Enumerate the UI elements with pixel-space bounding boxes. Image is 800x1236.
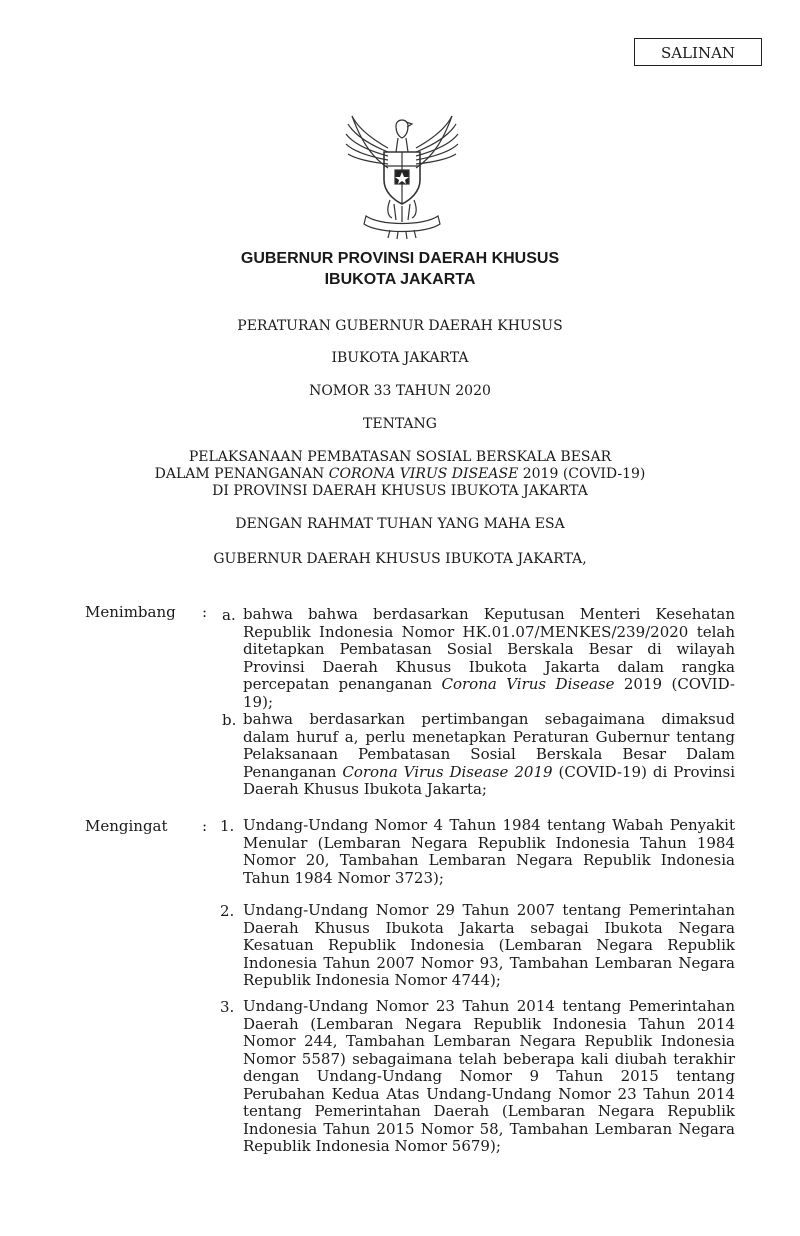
regulation-title-line1: PERATURAN GUBERNUR DAERAH KHUSUS	[237, 318, 563, 334]
menimbang-item-text	[243, 711, 735, 799]
subject-line2-italic: CORONA VIRUS DISEASE	[328, 466, 519, 482]
garuda-emblem-icon	[340, 108, 464, 240]
regulation-title-line2: IBUKOTA JAKARTA	[331, 350, 469, 366]
menimbang-item-text	[243, 606, 735, 711]
menimbang-item-marker: a.	[222, 606, 236, 624]
mengingat-item-marker: 3.	[220, 998, 235, 1016]
menimbang-item-marker: b.	[222, 711, 237, 729]
menimbang-b-italic: Corona Virus Disease 2019	[342, 762, 553, 781]
mengingat-item-text: Undang-Undang Nomor 4 Tahun 1984 tentang Wabah Penyakit Menular (Lembaran Negara Republik Indonesia Tahun 1984 Nomor 20, Tambahan Lembaran Negara Republik Indonesia Tahun 1984 Nomor 3723);	[243, 816, 735, 887]
menimbang-b-text: bahwa berdasarkan pertimbangan sebagaimana dimaksud dalam huruf a, perlu menetapkan Peraturan Gubernur tentang Pelaksanaan Pembatasan Sosial Berskala Besar Dalam Penanganan	[243, 710, 735, 781]
subject-line2-prefix: DALAM PENANGANAN	[154, 466, 329, 482]
salinan-stamp: SALINAN	[634, 38, 762, 66]
menimbang-colon: :	[202, 603, 208, 621]
regulation-number: NOMOR 33 TAHUN 2020	[309, 383, 491, 399]
regulation-about: TENTANG	[363, 416, 437, 432]
mengingat-colon: :	[202, 817, 208, 835]
issuer-title-line2: IBUKOTA JAKARTA	[324, 271, 476, 288]
menimbang-a-italic: Corona Virus Disease	[441, 675, 615, 693]
menimbang-a-text: bahwa bahwa berdasarkan Keputusan Menteri Kesehatan Republik Indonesia Nomor HK.01.07/MENKES/239/2020 telah ditetapkan Pembatasan Sosial Berskala Besar di wilayah Provinsi Daerah Khusus Ibukota Jakarta dalam rangka percepatan penanganan	[243, 605, 735, 693]
mengingat-item-text: Undang-Undang Nomor 23 Tahun 2014 tentang Pemerintahan Daerah (Lembaran Negara Republik Indonesia Tahun 2014 Nomor 244, Tambahan Lembaran Negara Republik Indonesia Nomor 5587) sebagaimana telah beberapa kali diubah terakhir dengan Undang-Undang Nomor 9 Tahun 2015 tentang Perubahan Kedua Atas Undang-Undang Nomor 23 Tahun 2014 tentang Pemerintahan Daerah (Lembaran Negara Republik Indonesia Tahun 2015 Nomor 58, Tambahan Lembaran Negara Republik Indonesia Nomor 5679);	[243, 997, 735, 1155]
issuer-title-line1: GUBERNUR PROVINSI DAERAH KHUSUS	[240, 250, 560, 267]
grace-line: DENGAN RAHMAT TUHAN YANG MAHA ESA	[235, 516, 565, 532]
menimbang-label: Menimbang	[85, 603, 176, 621]
menimbang-b-tail: (COVID-19) di Provinsi Daerah Khusus Ibukota Jakarta;	[243, 762, 736, 798]
mengingat-item-marker: 2.	[220, 902, 235, 920]
subject-line2	[0, 466, 800, 482]
subject-line2-suffix: 2019 (COVID-19)	[518, 466, 646, 482]
subject-line1: PELAKSANAAN PEMBATASAN SOSIAL BERSKALA BESAR	[188, 449, 612, 465]
menimbang-a-tail: 2019 (COVID-19);	[243, 675, 735, 711]
governor-line: GUBERNUR DAERAH KHUSUS IBUKOTA JAKARTA,	[213, 551, 587, 567]
mengingat-item-marker: 1.	[220, 817, 235, 835]
mengingat-label: Mengingat	[85, 817, 168, 835]
subject-line3: DI PROVINSI DAERAH KHUSUS IBUKOTA JAKARTA	[212, 483, 588, 499]
mengingat-item-text: Undang-Undang Nomor 29 Tahun 2007 tentang Pemerintahan Daerah Khusus Ibukota Jakarta sebagai Ibukota Negara Kesatuan Republik Indonesia (Lembaran Negara Republik Indonesia Tahun 2007 Nomor 93, Tambahan Lembaran Negara Republik Indonesia Nomor 4744);	[243, 901, 735, 989]
